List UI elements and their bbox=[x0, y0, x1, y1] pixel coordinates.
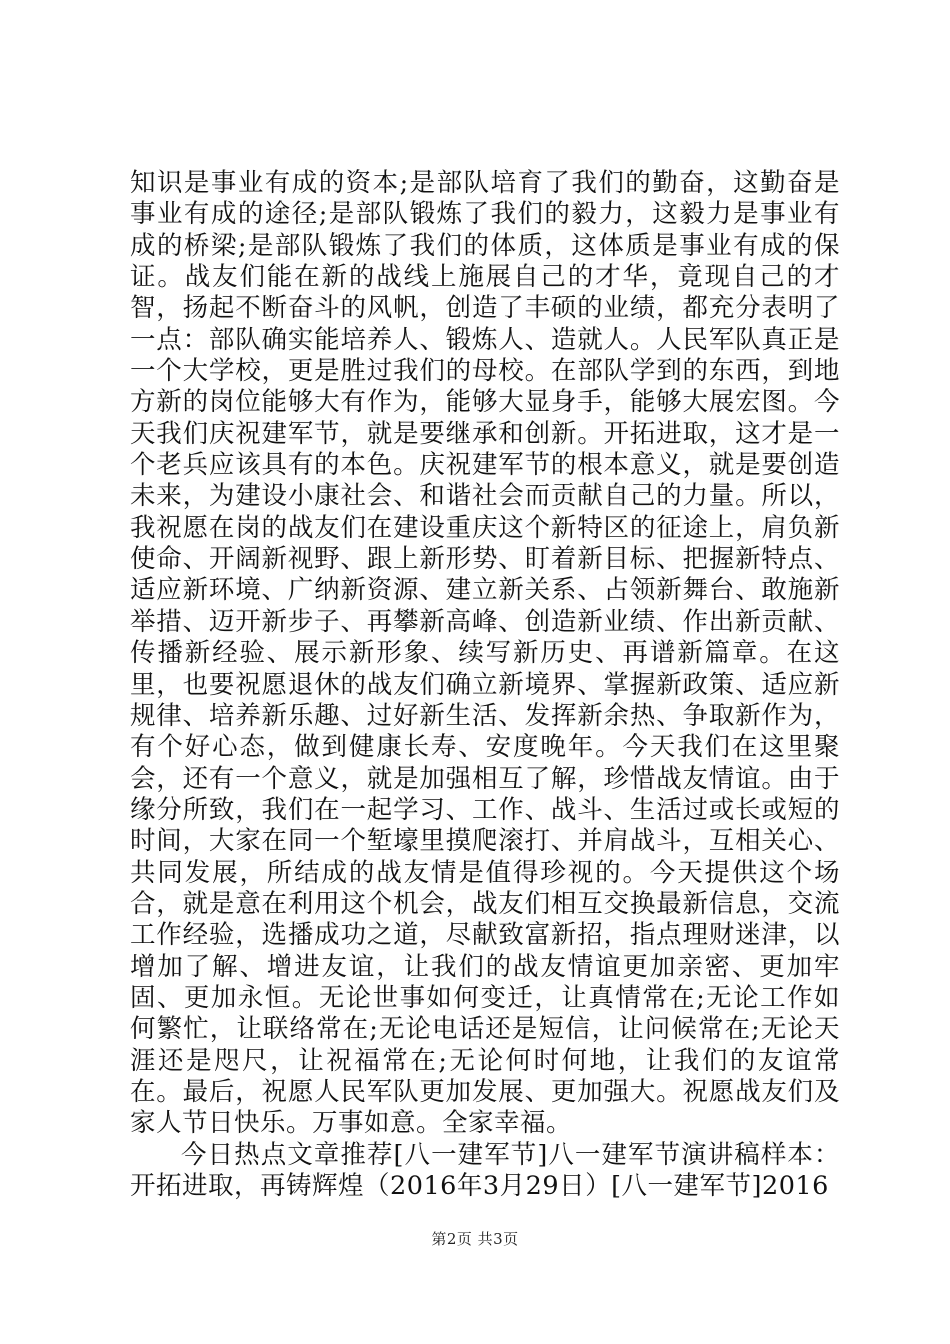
body-paragraph: 知识是事业有成的资本;是部队培育了我们的勤奋，这勤奋是事业有成的途径;是部队锻炼了我们的毅力，这毅力是事业有成的桥梁;是部队锻炼了我们的体质，这体质是事业有成的保证。战友们能在新的战线上施展自己的才华，竟现自己的才智，扬起不断奋斗的风帆，创造了丰硕的业绩，都充分表明了一点：部队确实能培养人、锻炼人、造就人。人民军队真正是一个大学校，更是胜过我们的母校。在部队学到的东西，到地方新的岗位能够大有作为，能够大显身手，能够大展宏图。今天我们庆祝建军节，就是要继承和创新。开拓进取，这才是一个老兵应该具有的本色。庆祝建军节的根本意义，就是要创造未来，为建设小康社会、和谐社会而贡献自己的力量。所以，我祝愿在岗的战友们在建设重庆这个新特区的征途上，肩负新使命、开阔新视野、跟上新形势、盯着新目标、把握新特点、适应新环境、广纳新资源、建立新关系、占领新舞台、敢施新举措、迈开新步子、再攀新高峰、创造新业绩、作出新贡献、传播新经验、展示新形象、续写新历史、再谱新篇章。在这里，也要祝愿退休的战友们确立新境界、掌握新政策、适应新规律、培养新乐趣、过好新生活、发挥新余热、争取新作为，有个好心态，做到健康长寿、安度晚年。今天我们在这里聚会，还有一个意义，就是加强相互了解，珍惜战友情谊。由于缘分所致，我们在一起学习、工作、战斗、生活过或长或短的时间，大家在同一个堑壕里摸爬滚打、并肩战斗，互相关心、共同发展，所结成的战友情是值得珍视的。今天提供这个场合，就是意在利用这个机会，战友们相互交换最新信息，交流工作经验，选播成功之道，尽献致富新招，指点理财迷津，以增加了解、增进友谊，让我们的战友情谊更加亲密、更加牢固、更加永恒。无论世事如何变迁，让真情常在;无论工作如何繁忙，让联络常在;无论电话还是短信，让问候常在;无论天涯还是咫尺，让祝福常在;无论何时何地，让我们的友谊常在。最后，祝愿人民军队更加发展、更加强大。祝愿战友们及家人节日快乐。万事如意。全家幸福。 bbox=[130, 168, 840, 1139]
document-body bbox=[130, 168, 840, 1202]
page-number-footer: 第2页 共3页 bbox=[431, 1230, 519, 1248]
recommended-articles-paragraph: 今日热点文章推荐[八一建军节]八一建军节演讲稿样本：开拓进取，再铸辉煌（2016年3月29日）[八一建军节]2016 bbox=[130, 1139, 840, 1201]
